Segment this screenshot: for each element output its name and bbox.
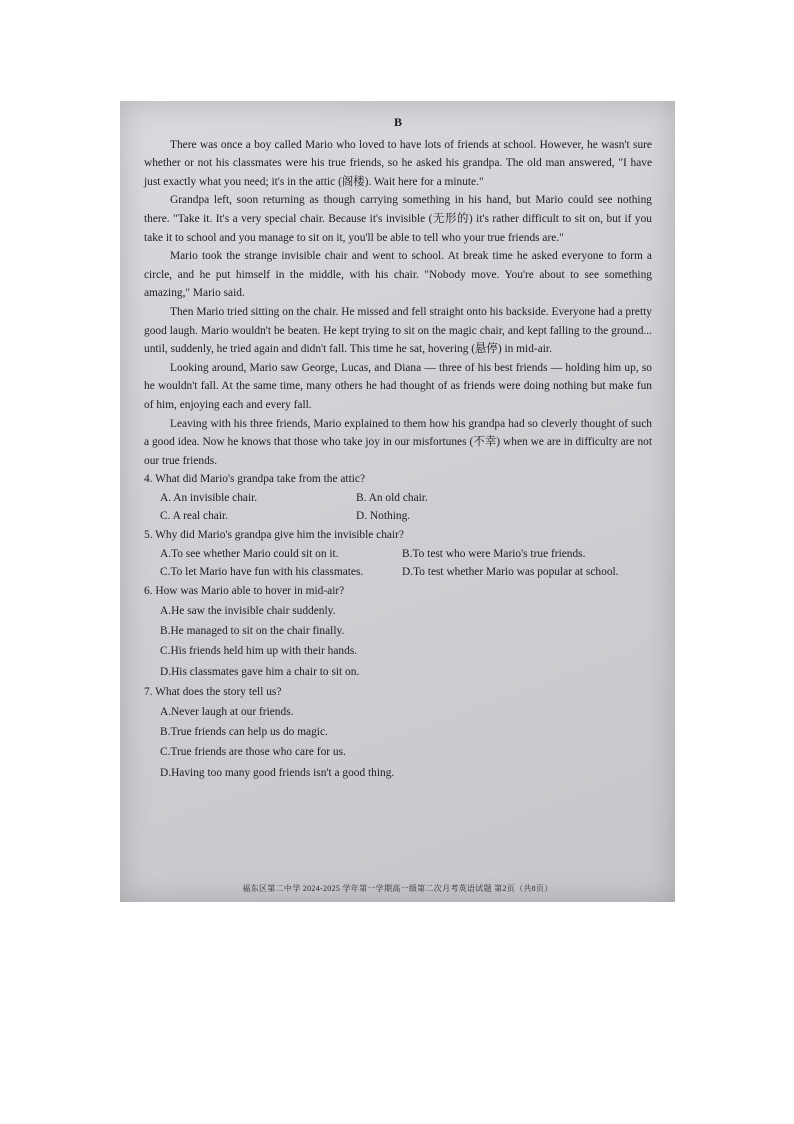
passage-paragraph: Then Mario tried sitting on the chair. He missed and fell straight onto his backside. Everyone had a pretty good laugh. Mario wouldn't be beaten. He kept trying to sit on the magic chair, and kept falling to the ground... until, suddenly, he tried again and didn't fall. This time he sat, hovering (悬停) in mid-air. — [144, 305, 652, 356]
option-b[interactable]: B. An old chair. — [356, 491, 428, 504]
passage-paragraph: Leaving with his three friends, Mario explained to them how his grandpa had so cleverly thought of such a good idea. Now he knows that those who take joy in our misfortunes (不幸) when we are in difficulty are not our true friends. — [144, 417, 652, 467]
exam-page — [120, 101, 675, 902]
option-a[interactable]: A.He saw the invisible chair suddenly. — [160, 605, 336, 618]
option-c[interactable]: C.His friends held him up with their hands. — [160, 645, 358, 658]
answer-options — [144, 545, 652, 582]
passage-paragraph: Looking around, Mario saw George, Lucas, and Diana — three of his best friends — holding him up, so he wouldn't fall. At the same time, many others he had thought of as friends were doing nothing but make fun of him, enjoying each and every fall. — [144, 361, 652, 411]
option-d[interactable]: D.To test whether Mario was popular at school. — [402, 566, 619, 579]
answer-options — [144, 602, 652, 681]
option-a[interactable]: A. An invisible chair. — [160, 491, 258, 504]
question-stem: 7. What does the story tell us? — [144, 685, 282, 698]
page-content — [144, 113, 652, 784]
option-b[interactable]: B.True friends can help us do magic. — [160, 726, 328, 739]
passage-paragraph: Grandpa left, soon returning as though carrying something in his hand, but Mario could see nothing there. "Take it. It's a very special chair. Because it's invisible (无形的) it's rather difficult to sit on, but if you take it to school and you manage to sit on it, you'll be able to tell who your true friends are." — [144, 194, 652, 244]
question-stem: 6. How was Mario able to hover in mid-air? — [144, 584, 345, 597]
option-d[interactable]: D.His classmates gave him a chair to sit on. — [160, 665, 360, 678]
option-b[interactable]: B.To test who were Mario's true friends. — [402, 547, 586, 560]
question-4 — [144, 470, 652, 526]
option-c[interactable]: C. A real chair. — [160, 510, 229, 523]
section-heading: B — [393, 115, 402, 129]
option-c[interactable]: C.True friends are those who care for us. — [160, 746, 346, 759]
answer-options — [144, 489, 652, 526]
passage-paragraph: Mario took the strange invisible chair and went to school. At break time he asked everyone to form a circle, and he put himself in the middle, with his chair. "Nobody move. You're about to see something amazing," Mario said. — [144, 250, 652, 300]
question-6 — [144, 582, 652, 681]
page-footer: 福东区第二中学 2024-2025 学年第一学期高一级第二次月考英语试题 第2页（共8页） — [242, 884, 553, 893]
reading-passage — [144, 136, 652, 471]
answer-options — [144, 703, 652, 782]
question-5 — [144, 526, 652, 582]
option-b[interactable]: B.He managed to sit on the chair finally. — [160, 625, 345, 638]
option-a[interactable]: A.Never laugh at our friends. — [160, 705, 294, 718]
question-7 — [144, 683, 652, 782]
option-d[interactable]: D.Having too many good friends isn't a good thing. — [160, 766, 395, 779]
option-a[interactable]: A.To see whether Mario could sit on it. — [160, 547, 339, 560]
question-list — [144, 470, 652, 782]
passage-paragraph: There was once a boy called Mario who loved to have lots of friends at school. However, he wasn't sure whether or not his classmates were his true friends, so he asked his grandpa. The old man answered, "I have just exactly what you need; it's in the attic (阁楼). Wait here for a minute." — [144, 138, 652, 188]
question-stem: 5. Why did Mario's grandpa give him the invisible chair? — [144, 529, 404, 542]
option-d[interactable]: D. Nothing. — [356, 510, 411, 523]
question-stem: 4. What did Mario's grandpa take from the attic? — [144, 473, 366, 486]
option-c[interactable]: C.To let Mario have fun with his classmates. — [160, 566, 364, 579]
